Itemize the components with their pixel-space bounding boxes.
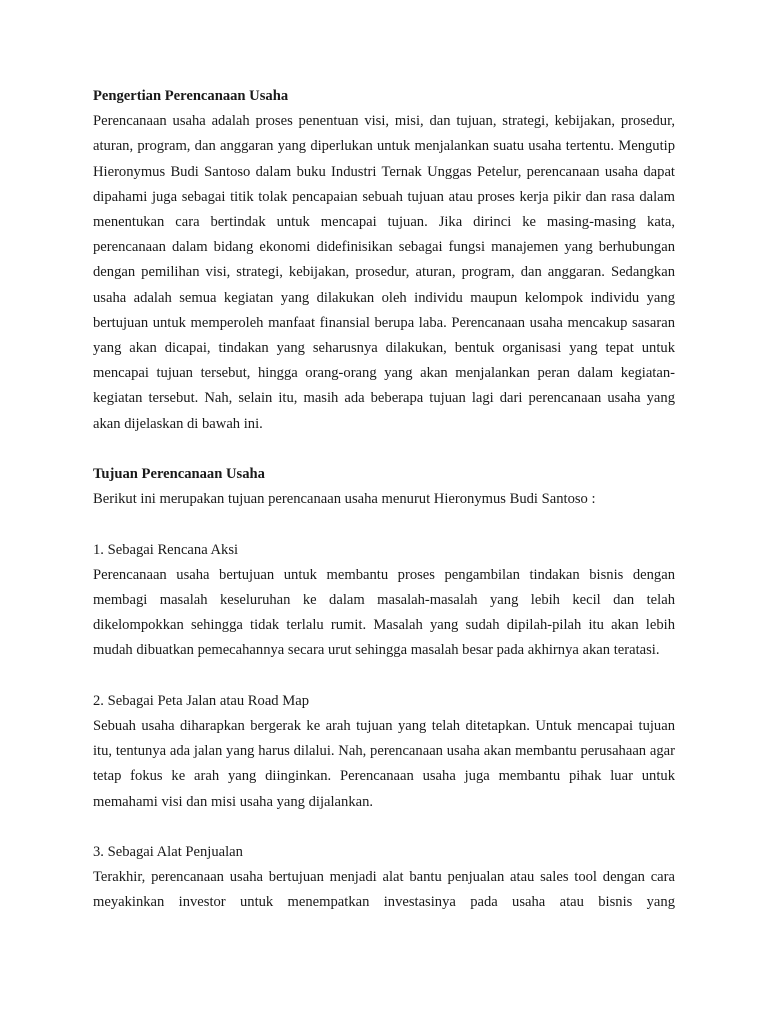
item-body-peta-jalan: Sebuah usaha diharapkan bergerak ke arah tujuan yang telah ditetapkan. Untuk mencapai tujuan itu, tentunya ada jalan yang harus dilalui. Nah, perencanaan usaha akan membantu perusahaan agar tetap fokus ke arah yang diinginkan. Perencanaan usaha juga membantu pihak luar untuk memahami visi dan misi usaha yang dijalankan. bbox=[93, 718, 675, 810]
item-body-rencana-aksi: Perencanaan usaha bertujuan untuk membantu proses pengambilan tindakan bisnis dengan membagi masalah keseluruhan ke dalam masalah-masalah yang lebih kecil dan telah dikelompokkan sehingga tidak terlalu rumit. Masalah yang sudah dipilah-pilah itu akan lebih mudah dibuatkan pemecahannya secara urut sehingga masalah besar pada akhirnya akan teratasi. bbox=[93, 566, 675, 659]
heading-tujuan: Tujuan Perencanaan Usaha bbox=[93, 466, 265, 483]
paragraph-pengertian: Perencanaan usaha adalah proses penentuan visi, misi, dan tujuan, strategi, kebijakan, prosedur, aturan, program, dan anggaran yang diperlukan untuk menjalankan suatu usaha tertentu. Mengutip Hieronymus Budi Santoso dalam buku Industri Ternak Unggas Petelur, perencanaan usaha dapat dipahami juga sebagai titik tolak pencapaian sebuah tujuan atau proses kerja pikir dan rasa dalam menentukan cara bertindak untuk mencapai tujuan. Jika dirinci ke masing-masing kata, perencanaan dalam bidang ekonomi didefinisikan sebagai fungsi manajemen yang berhubungan dengan pemilihan visi, strategi, kebijakan, prosedur, aturan, program, dan anggaran. Sedangkan usaha adalah semua kegiatan yang dilakukan oleh individu maupun kelompok individu yang bertujuan untuk memperoleh manfaat finansial berupa laba. Perencanaan usaha mencakup sasaran yang akan dicapai, tindakan yang seharusnya dilakukan, bentuk organisasi yang tepat untuk mencapai tujuan tersebut, hingga orang-orang yang akan menjalankan peran dalam kegiatan-kegiatan tersebut. Nah, selain itu, masih ada beberapa tujuan lagi dari perencanaan usaha yang akan dijelaskan di bawah ini. bbox=[93, 113, 675, 432]
heading-pengertian: Pengertian Perencanaan Usaha bbox=[93, 88, 289, 104]
paragraph-tujuan-intro: Berikut ini merupakan tujuan perencanaan usaha menurut Hieronymus Budi Santoso : bbox=[93, 491, 596, 508]
item-title-alat-penjualan: 3. Sebagai Alat Penjualan bbox=[93, 844, 243, 861]
item-title-peta-jalan: 2. Sebagai Peta Jalan atau Road Map bbox=[93, 692, 310, 709]
spacer bbox=[93, 664, 675, 689]
spacer bbox=[93, 437, 675, 462]
spacer bbox=[93, 815, 675, 840]
item-body-alat-penjualan: Terakhir, perencanaan usaha bertujuan menjadi alat bantu penjualan atau sales tool dengan cara meyakinkan investor untuk menempatkan investasinya pada usaha atau bisnis yang bbox=[93, 869, 675, 911]
spacer bbox=[93, 512, 675, 537]
item-title-rencana-aksi: 1. Sebagai Rencana Aksi bbox=[93, 541, 239, 558]
document-page bbox=[93, 84, 675, 916]
